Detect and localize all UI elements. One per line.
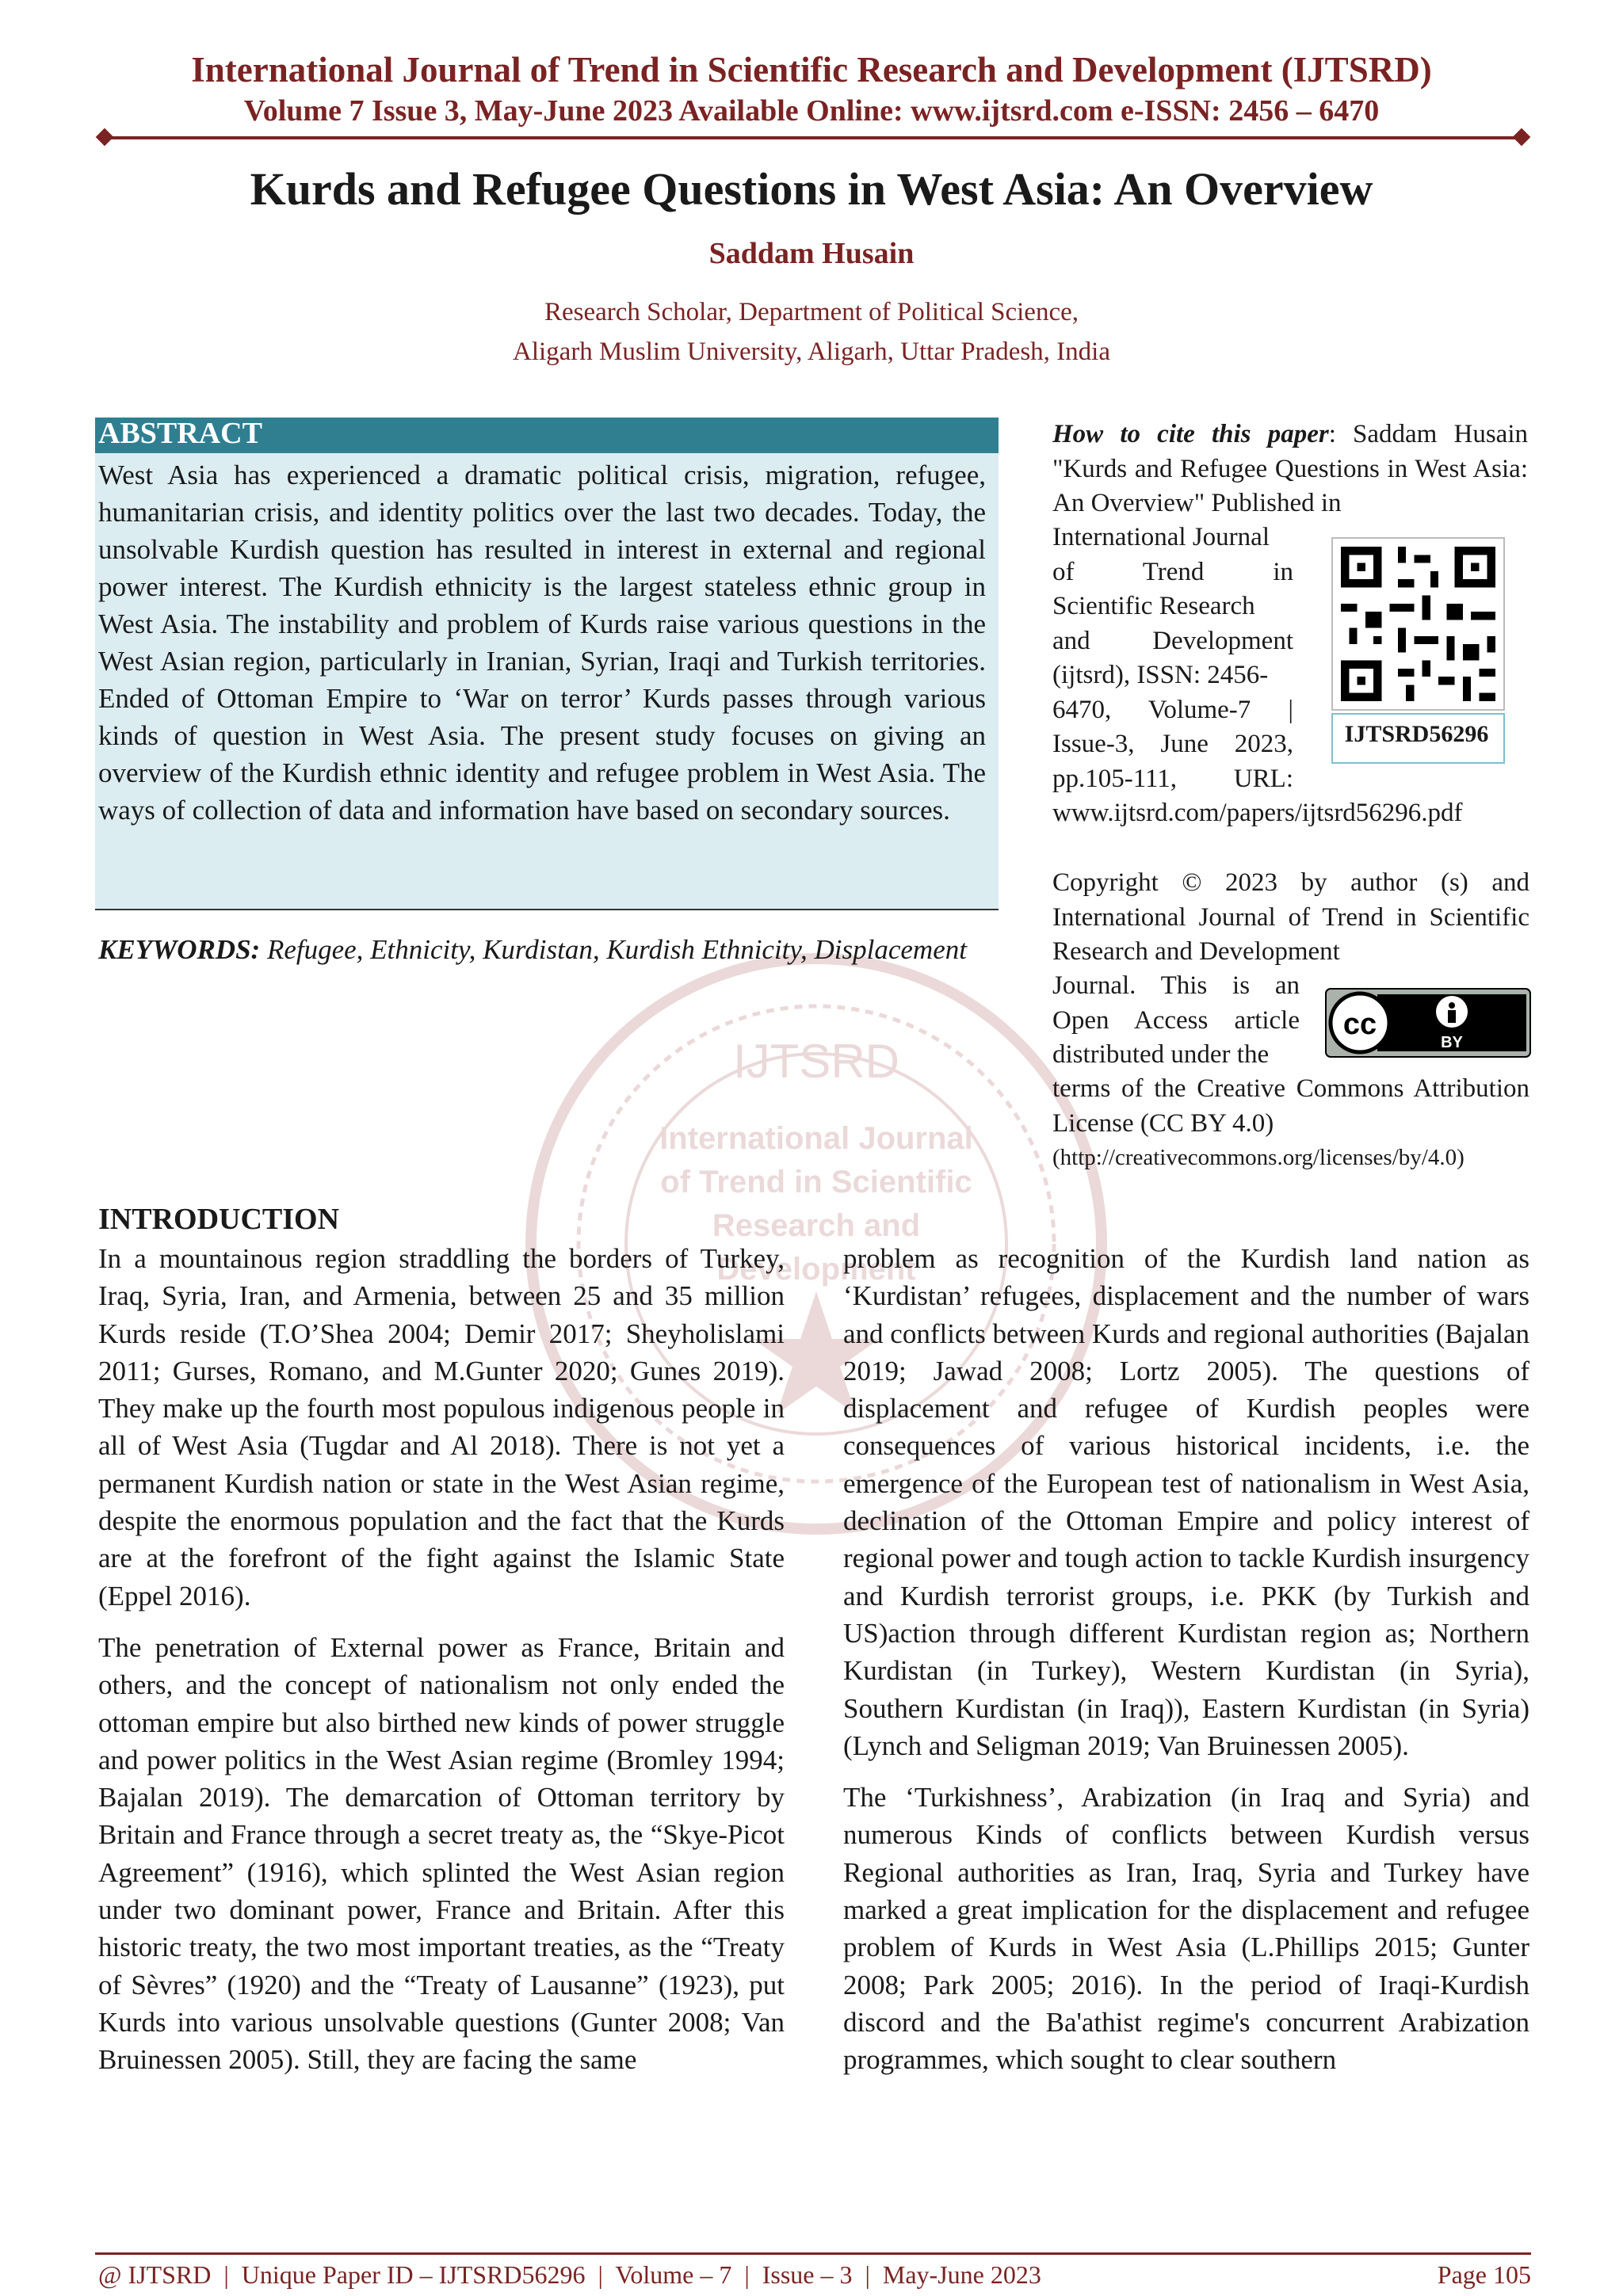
citation-line1: : Saddam Husain "Kurds and Refugee Questions in West Asia: An Overview" Published in <box>1052 420 1528 517</box>
citation-wrap-line: of Trend in <box>1052 557 1293 586</box>
left-column <box>98 1240 785 2093</box>
citation-wrap-line: pp.105-111, URL: <box>1052 764 1293 793</box>
footer-rule <box>95 2252 1531 2255</box>
paper-id-label: IJTSRD56296 <box>1344 721 1489 747</box>
journal-issue-line: Volume 7 Issue 3, May-June 2023 Available Online: www.ijtsrd.com e-ISSN: 2456 – 6470 <box>243 94 1380 128</box>
watermark-name: IJTSRD <box>733 1035 899 1088</box>
copyright-wrap-line: Journal. This is an <box>1052 971 1300 1000</box>
intro-paragraph-3: problem as recognition of the Kurdish land nation as ‘Kurdistan’ refugees, displacement and the number of wars and conflicts between Kurds and regional authorities (Bajalan 2019; Jawad 2008; Lortz 2005). The questions of displacement and refugee of Kurdish peoples were consequences of various historical incidents, i.e. the emergence of the European test of nationalism in West Asia, declination of the Ottoman Empire and policy interest of regional power and tough action to tackle Kurdish insurgency and Kurdish terrorist groups, i.e. PKK (by Turkish and US)action through different Kurdistan region as; Northern Kurdistan (in Turkey), Western Kurdistan (in Syria), Southern Kurdistan (in Iraq)), Eastern Kurdistan (in Syria) (Lynch and Seligman 2019; Van Bruinessen 2005). <box>843 1243 1529 1761</box>
keywords-label: KEYWORDS: <box>98 934 261 965</box>
license-link[interactable]: (http://creativecommons.org/licenses/by/4.0) <box>1052 1145 1465 1170</box>
paper-title: Kurds and Refugee Questions in West Asia: An Overview <box>250 163 1373 215</box>
citation-intro <box>1052 418 1528 521</box>
header-rule-right-diamond <box>1513 128 1531 147</box>
copyright-wrap <box>1052 969 1300 1073</box>
watermark-line-3: Research and <box>712 1208 921 1243</box>
citation-wrap-line: (ijtsrd), ISSN: 2456- <box>1052 661 1269 689</box>
svg-text:cc: cc <box>1342 1008 1377 1041</box>
citation-wrap-line: Issue-3, June 2023, <box>1052 730 1293 758</box>
copyright-wrap-line: Open Access article <box>1052 1005 1300 1035</box>
citation-url[interactable]: www.ijtsrd.com/papers/ijtsrd56296.pdf <box>1052 799 1463 827</box>
citation-wrap <box>1052 521 1293 796</box>
right-column <box>843 1240 1529 2093</box>
abstract-bottom-rule <box>95 909 999 910</box>
keywords <box>98 931 994 969</box>
footer-info: @ IJTSRD | Unique Paper ID – IJTSRD56296 | Volume – 7 | Issue – 3 | May-June 2023 <box>98 2260 1041 2289</box>
page-number: Page 105 <box>1437 2260 1531 2289</box>
watermark-line-2: of Trend in Scientific <box>660 1165 972 1199</box>
citation-wrap-line: International Journal <box>1052 523 1270 551</box>
copyright-bottom: terms of the Creative Commons Attribution License (CC BY 4.0) <box>1052 1074 1529 1138</box>
cc-by-label: BY <box>1441 1034 1463 1051</box>
header-rule-left-diamond <box>96 128 114 147</box>
intro-paragraph-1: In a mountainous region straddling the borders of Turkey, Iraq, Syria, Iran, and Armenia, between 25 and 35 million Kurds reside (T.O’Shea 2004; Demir 2017; Sheyholislami 2011; Gurses, Romano, and M.Gunter 2020; Gunes 2019). They make up the fourth most populous indigenous people in all of West Asia (Tugdar and Al 2018). There is not yet a permanent Kurdish nation or state in the West Asian regime, despite the enormous population and the fact that the Kurds are at the forefront of the fight against the Islamic State (Eppel 2016). <box>98 1243 785 1611</box>
watermark-line-1: International Journal <box>659 1121 973 1156</box>
watermark-line-4: Development <box>716 1252 916 1287</box>
copyright-wrap-line: distributed under the <box>1052 1040 1270 1069</box>
citation-wrap-line: 6470, Volume-7 | <box>1052 695 1293 724</box>
journal-title: International Journal of Trend in Scientific Research and Development (IJTSRD) <box>191 50 1432 90</box>
abstract-text: West Asia has experienced a dramatic political crisis, migration, refugee, humanitarian crisis, and identity politics over the last two decades. Today, the unsolvable Kurdish question has resulted in interest in external and regional power interest. The Kurdish ethnicity is the largest stateless ethnic group in West Asia. The instability and problem of Kurds raise various questions in the West Asian region, particularly in Iranian, Syrian, Iraqi and Turkish territories. Ended of Ottoman Empire to ‘War on terror’ Kurds passes through various kinds of question in West Asia. The present study focuses on giving an overview of the Kurdish ethnic identity and refugee problem in West Asia. The ways of collection of data and information have based on secondary sources. <box>98 460 986 826</box>
header-rule <box>103 136 1522 139</box>
citation-label: How to cite this paper <box>1052 420 1329 448</box>
intro-paragraph-2: The penetration of External power as France, Britain and others, and the concept of nationalism not only ended the ottoman empire but also birthed new kinds of power struggle and power politics in the West Asian regime (Bromley 1994; Bajalan 2019). The demarcation of Ottoman territory by Britain and France through a secret treaty as, the “Skye-Picot Agreement” (1916), which splinted the West Asian region under two dominant power, France and Britain. After this historic treaty, the two most important treaties, as the “Treaty of Sèvres” (1920) and the “Treaty of Lausanne” (1923), put Kurds into various unsolvable questions (Gunter 2008; Van Bruinessen 2005). Still, they are facing the same <box>98 1631 785 2076</box>
keywords-text: Refugee, Ethnicity, Kurdistan, Kurdish Ethnicity, Displacement <box>266 934 967 965</box>
citation-wrap-line: Scientific Research <box>1052 592 1255 620</box>
abstract-heading: ABSTRACT <box>98 417 262 450</box>
introduction-heading: INTRODUCTION <box>98 1203 340 1236</box>
copyright-top: Copyright © 2023 by author (s) and International Journal of Trend in Scientific Research and Development <box>1052 868 1529 966</box>
affiliation-line-2: Aligarh Muslim University, Aligarh, Uttar Pradesh, India <box>513 338 1110 366</box>
cc-by-license-icon <box>1325 988 1531 1058</box>
affiliation-line-1: Research Scholar, Department of Political Science, <box>544 298 1079 326</box>
intro-paragraph-4: The ‘Turkishness’, Arabization (in Iraq and Syria) and numerous Kinds of conflicts between Kurdish versus Regional authorities as Iran, Iraq, Syria and Turkey have marked a great implication for the displacement and refugee problem of Kurds in West Asia (L.Phillips 2015; Gunter 2008; Park 2005; 2016). In the period of Iraqi-Kurdish discord and the Ba'athist regime's concurrent Arabization programmes, which sought to clear southern <box>843 1782 1529 2076</box>
qr-code-icon <box>1331 537 1505 711</box>
author-name: Saddam Husain <box>708 237 915 270</box>
citation-wrap-line: and Development <box>1052 626 1293 655</box>
